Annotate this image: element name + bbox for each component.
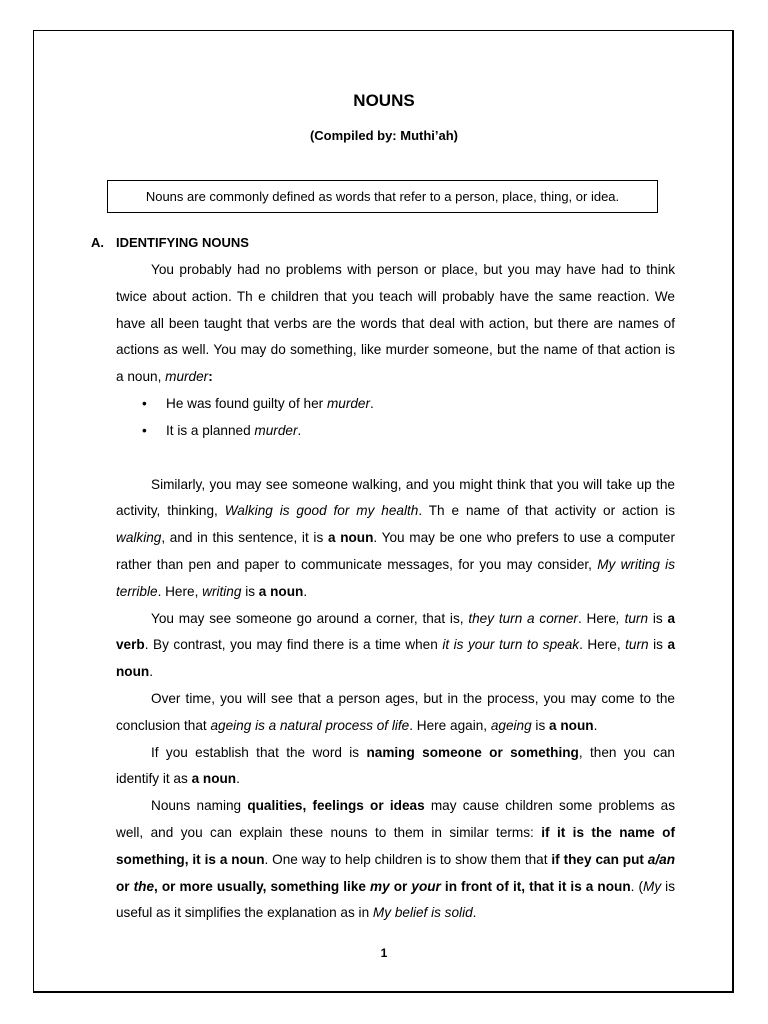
list-item (116, 391, 675, 418)
text-run: . Here, (157, 583, 203, 599)
text-run: . You may be one who prefers to use a computer rather than pen and paper to communicate messages, for you may consider, (116, 530, 675, 572)
text-run: . (236, 771, 240, 787)
body-text (116, 257, 675, 927)
section-letter: A. (91, 235, 104, 250)
paragraph (116, 686, 675, 740)
emphasis: murder (254, 422, 298, 438)
text-run: He was found guilty of her (166, 395, 327, 411)
strong-text: or (389, 878, 412, 894)
text-run: . (303, 583, 308, 599)
text-run: . (297, 422, 302, 438)
emphasis: murder (165, 369, 209, 385)
emphasis: ageing (490, 717, 532, 733)
text-run: . Th e name of that activity or action is (418, 503, 675, 519)
strong-text: , or more usually, something like (154, 878, 371, 894)
strong-text: a verb (116, 610, 676, 653)
paragraph (116, 740, 675, 794)
strong-text: if they can put (551, 851, 648, 867)
document-subtitle: (Compiled by: Muthi’ah) (309, 128, 459, 143)
text-run: is (531, 717, 550, 733)
emphasis: My writing is terrible (116, 556, 675, 599)
emphasis: My (643, 878, 662, 894)
paragraph (116, 472, 675, 606)
text-run: is useful as it simplifies the explanation as in (116, 878, 675, 921)
text-run: is (648, 610, 668, 626)
strong-text: : (208, 369, 213, 385)
paragraph (116, 257, 675, 391)
text-run: . By contrast, you may find there is a time when (144, 637, 443, 653)
emphasis: walking (116, 530, 162, 546)
text-run: Similarly, you may see someone walking, and you might think that you will take up the activity, thinking, (116, 476, 675, 519)
emphasis: murder (326, 395, 371, 411)
text-run: , then you can identify it as (116, 744, 675, 787)
page-number: 1 (380, 946, 388, 960)
strong-text: or (116, 878, 134, 894)
text-run: You probably had no problems with person or place, but you may have had to think twice about action. Th e children that you teach will probably have the same reaction. We have all been taught that verbs are the words that deal with action, but there are names of actions as well. You may do something, like murder someone, but the name of that action is a noun, (116, 262, 675, 385)
text-run: If you establish that the word is (151, 744, 367, 760)
definition-text: Nouns are commonly defined as words that refer to a person, place, thing, or idea. (145, 189, 620, 204)
section-title: IDENTIFYING NOUNS (116, 235, 249, 250)
strong-text: a noun (116, 637, 676, 680)
section-heading (91, 235, 249, 250)
paragraph (116, 606, 675, 686)
bullet-icon: • (142, 395, 147, 411)
text-run: is (241, 583, 259, 599)
emphasis: ageing is a natural process of life (210, 717, 410, 733)
strong-text: a noun (258, 583, 304, 599)
document-title: NOUNS (353, 91, 415, 110)
example-list (116, 391, 675, 445)
text-run: . (149, 664, 153, 680)
text-run: . (370, 395, 374, 411)
emphasis: turn (625, 637, 649, 653)
strong-text: a noun (327, 530, 374, 546)
strong-text: in front of it, that it is a noun (440, 878, 631, 894)
bullet-icon: • (142, 422, 147, 438)
emphasis: my (370, 878, 390, 894)
text-run: Over time, you will see that a person ages, but in the process, you may come to the conclusion that (116, 690, 675, 733)
text-run: may cause children some problems as well, and you can explain these nouns to them in similar terms: (116, 798, 675, 840)
emphasis: the (133, 878, 155, 894)
emphasis: a/an (647, 851, 675, 867)
text-run: . Here, (579, 637, 626, 653)
strong-text: qualities, feelings or ideas (247, 798, 425, 814)
emphasis: Walking is good for my health (224, 503, 419, 519)
text-run: It is a planned (166, 422, 255, 438)
text-run: . Here again, (409, 717, 491, 733)
emphasis: writing (202, 583, 242, 599)
emphasis: My belief is solid (372, 905, 473, 921)
emphasis: , turn (616, 610, 649, 626)
text-run: You may see someone go around a corner, that is, (151, 610, 469, 626)
text-run: Nouns naming (151, 798, 248, 814)
definition-box (107, 180, 658, 213)
text-run: . (593, 717, 598, 733)
text-run: , and in this sentence, it is (161, 530, 328, 546)
list-item (116, 418, 675, 445)
strong-text: naming someone or something (366, 744, 579, 760)
strong-text: if it is the name of something, it is a noun (116, 824, 675, 867)
text-run: . Here (577, 610, 616, 626)
strong-text: a noun (191, 771, 237, 787)
text-run: . One way to help children is to show them that (264, 851, 552, 867)
strong-text: a noun (549, 717, 594, 733)
emphasis: it is your turn to speak (442, 637, 580, 653)
text-run: is (648, 637, 668, 653)
paragraph (116, 793, 675, 927)
text-run: . (472, 905, 477, 921)
emphasis: your (411, 878, 441, 894)
emphasis: they turn a corner (468, 610, 578, 626)
text-run: . ( (630, 878, 643, 894)
